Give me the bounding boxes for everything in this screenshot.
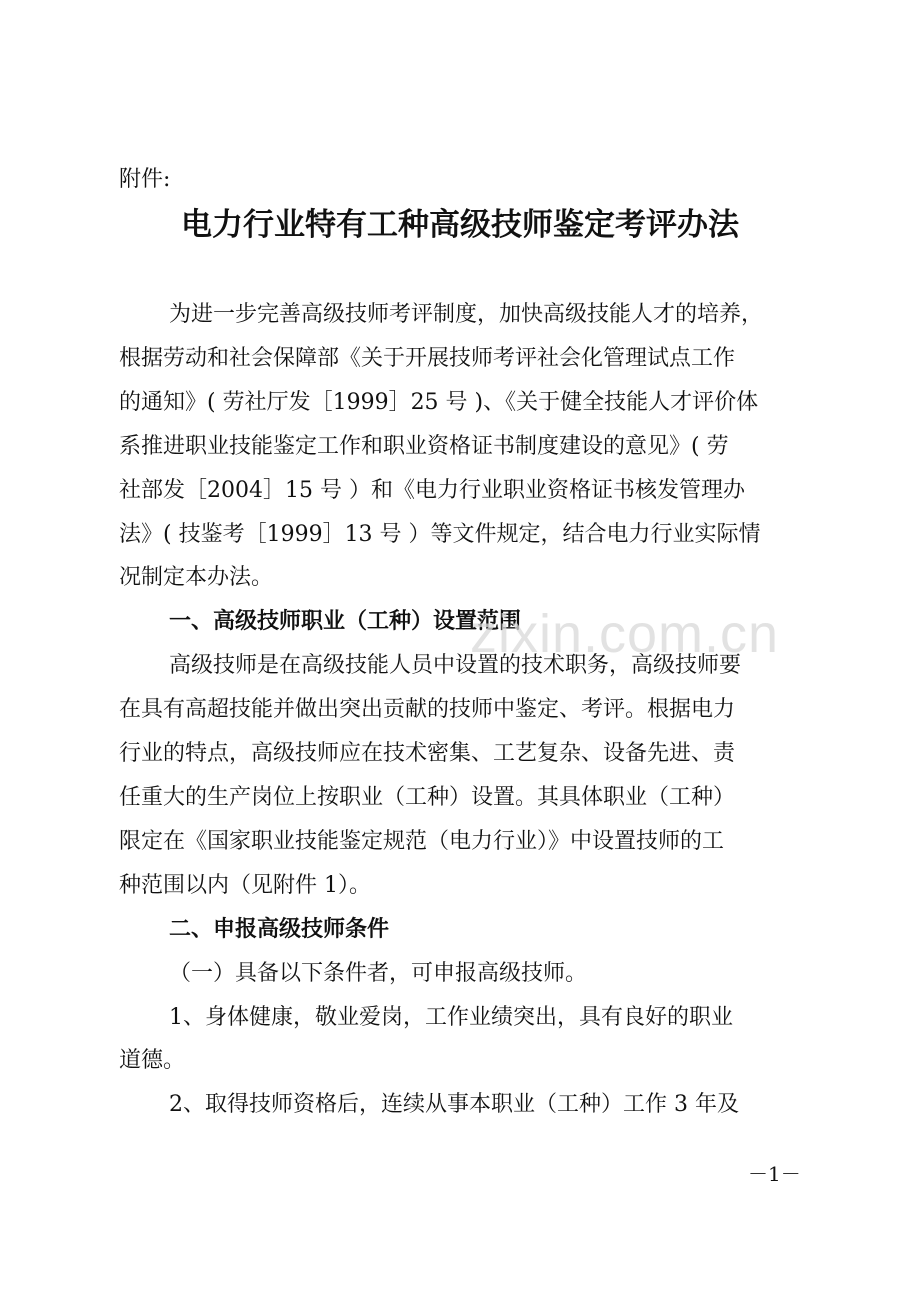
text-line: 行业的特点，高级技师应在技术密集、工艺复杂、设备先进、责 — [119, 741, 736, 767]
page-number: －1－ — [748, 1162, 801, 1186]
text-line: 2、取得技师资格后，连续从事本职业（工种）工作 3 年及 — [169, 1092, 739, 1118]
text-line: 的通知》( 劳社厅发［1999］25 号 )、《关于健全技能人才评价体 — [119, 389, 759, 415]
text-line: 1、身体健康，敬业爱岗，工作业绩突出，具有良好的职业 — [169, 1004, 733, 1030]
section-2-item-2 — [119, 1083, 804, 1127]
text-line: 高级技师是在高级技能人员中设置的技术职务，高级技师要 — [169, 653, 742, 679]
section-2-item-1 — [119, 996, 804, 1084]
text-line: 根据劳动和社会保障部《关于开展技师考评社会化管理试点工作 — [119, 345, 736, 371]
text-line: 况制定本办法。 — [119, 565, 274, 591]
text-line: 法》( 技鉴考［1999］13 号 ）等文件规定，结合电力行业实际情 — [119, 521, 761, 547]
text-line: 道德。 — [119, 1048, 186, 1074]
text-line: 社部发［2004］15 号 ）和《电力行业职业资格证书核发管理办 — [119, 477, 745, 503]
text-line: 系推进职业技能鉴定工作和职业资格证书制度建设的意见》( 劳 — [119, 433, 729, 459]
text-line: 为进一步完善高级技师考评制度，加快高级技能人才的培养， — [169, 302, 764, 327]
intro-paragraph — [119, 293, 804, 600]
watermark: zixin.com.cn — [470, 604, 780, 664]
section-2-heading: 二、申报高级技师条件 — [169, 916, 390, 942]
text-line: 种范围以内（见附件 1）。 — [119, 872, 371, 898]
section-1-paragraph — [119, 644, 804, 907]
attachment-label: 附件: — [119, 167, 171, 192]
text-line: 在具有高超技能并做出突出贡献的技师中鉴定、考评。根据电力 — [119, 697, 736, 723]
document-body — [119, 293, 804, 1127]
text-line: 任重大的生产岗位上按职业（工种）设置。其具体职业（工种） — [119, 784, 736, 810]
section-1-heading: 一、高级技师职业（工种）设置范围 — [169, 609, 522, 635]
text-line: （一）具备以下条件者，可申报高级技师。 — [169, 960, 588, 986]
section-2-sub-1 — [119, 952, 804, 996]
text-line: 限定在《国家职业技能鉴定规范（电力行业）》中设置技师的工 — [119, 828, 725, 854]
document-title: 电力行业特有工种高级技师鉴定考评办法 — [181, 207, 739, 243]
